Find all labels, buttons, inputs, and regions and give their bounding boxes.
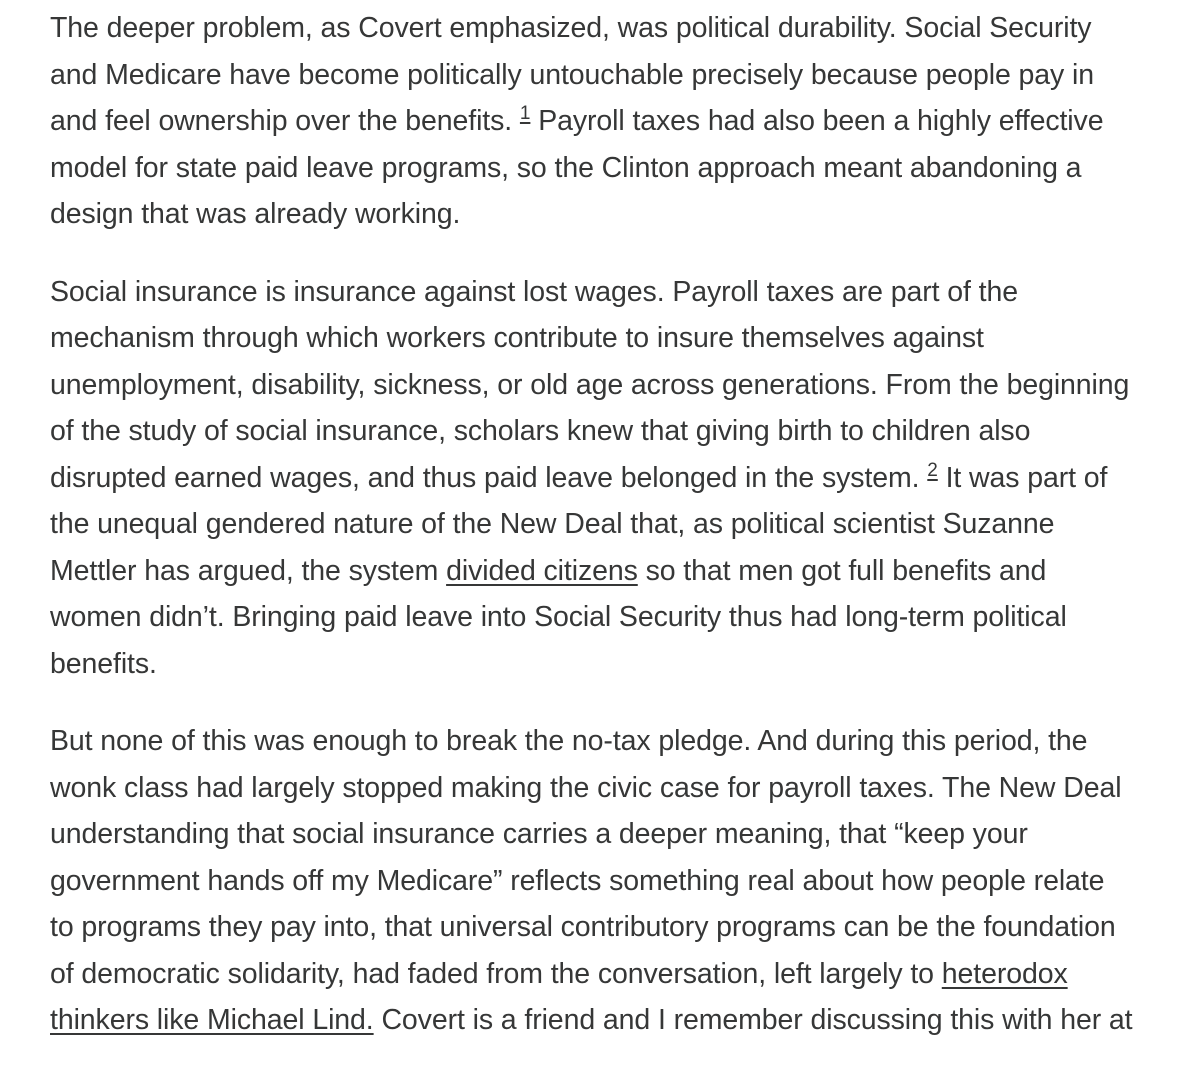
text-line [50, 455, 1170, 502]
text-run: and feel ownership over the benefits. [50, 105, 520, 137]
text-line [50, 951, 1170, 998]
text-run: Mettler has argued, the system [50, 554, 447, 587]
text-line [50, 548, 1170, 595]
text-run: unemployment, disability, sickness, or old age across generations. From the beginning [50, 368, 1130, 401]
text-line [50, 408, 1170, 455]
inline-link[interactable]: divided citizens [446, 554, 638, 587]
text-line [50, 98, 1170, 145]
text-run: benefits. [50, 647, 157, 680]
text-line [50, 191, 1170, 238]
text-run: But none of this was enough to break the no-tax pledge. And during this period, the [50, 725, 1088, 757]
footnote-link-1[interactable]: 1 [519, 103, 531, 124]
text-run: wonk class had largely stopped making the civic case for payroll taxes. The New Deal [50, 771, 1122, 804]
text-run: Payroll taxes had also been a highly effective [530, 105, 1104, 137]
inline-link[interactable]: heterodox [941, 957, 1068, 990]
text-run: The deeper problem, as Covert emphasized, was political durability. Social Security [50, 12, 1092, 44]
text-run: and Medicare have become politically untouchable precisely because people pay in [50, 58, 1094, 91]
text-line [50, 362, 1170, 409]
text-run: Covert is a friend and I remember discussing this with her at [373, 1004, 1133, 1036]
text-run: design that was already working. [50, 198, 461, 230]
text-line [50, 501, 1170, 548]
text-run: Social insurance is insurance against lost wages. Payroll taxes are part of the [50, 275, 1018, 308]
text-line [50, 765, 1170, 812]
text-run: understanding that social insurance carries a deeper meaning, that “keep your [50, 818, 1028, 850]
text-run: of democratic solidarity, had faded from the conversation, left largely to [50, 957, 942, 990]
text-line [50, 594, 1170, 641]
paragraph [50, 5, 1170, 238]
text-run: mechanism through which workers contribute to insure themselves against [50, 322, 984, 354]
text-run: model for state paid leave programs, so the Clinton approach meant abandoning a [50, 151, 1082, 184]
text-line [50, 904, 1170, 951]
paragraph [50, 269, 1170, 688]
paragraph [50, 718, 1170, 1044]
text-line [50, 5, 1170, 52]
text-run: It was part of [937, 461, 1108, 494]
text-line [50, 641, 1170, 688]
text-line [50, 315, 1170, 362]
inline-link[interactable]: thinkers like Michael Lind. [50, 1004, 374, 1036]
text-line [50, 52, 1170, 99]
text-run: the unequal gendered nature of the New Deal that, as political scientist Suzanne [50, 508, 1055, 540]
text-run: disrupted earned wages, and thus paid leave belonged in the system. [50, 461, 928, 494]
text-run: women didn’t. Bringing paid leave into Social Security thus had long-term political [50, 601, 1067, 633]
text-run: to programs they pay into, that universal contributory programs can be the foundation [50, 911, 1116, 943]
text-run: of the study of social insurance, scholars knew that giving birth to children also [50, 415, 1031, 447]
text-run: so that men got full benefits and [637, 554, 1047, 587]
article-body [50, 5, 1170, 1075]
text-line [50, 811, 1170, 858]
text-line [50, 718, 1170, 765]
text-line [50, 145, 1170, 192]
footnote-link-2[interactable]: 2 [927, 459, 938, 481]
text-line [50, 997, 1170, 1044]
text-line [50, 269, 1170, 316]
text-run: government hands off my Medicare” reflects something real about how people relate [50, 864, 1105, 897]
text-line [50, 858, 1170, 905]
